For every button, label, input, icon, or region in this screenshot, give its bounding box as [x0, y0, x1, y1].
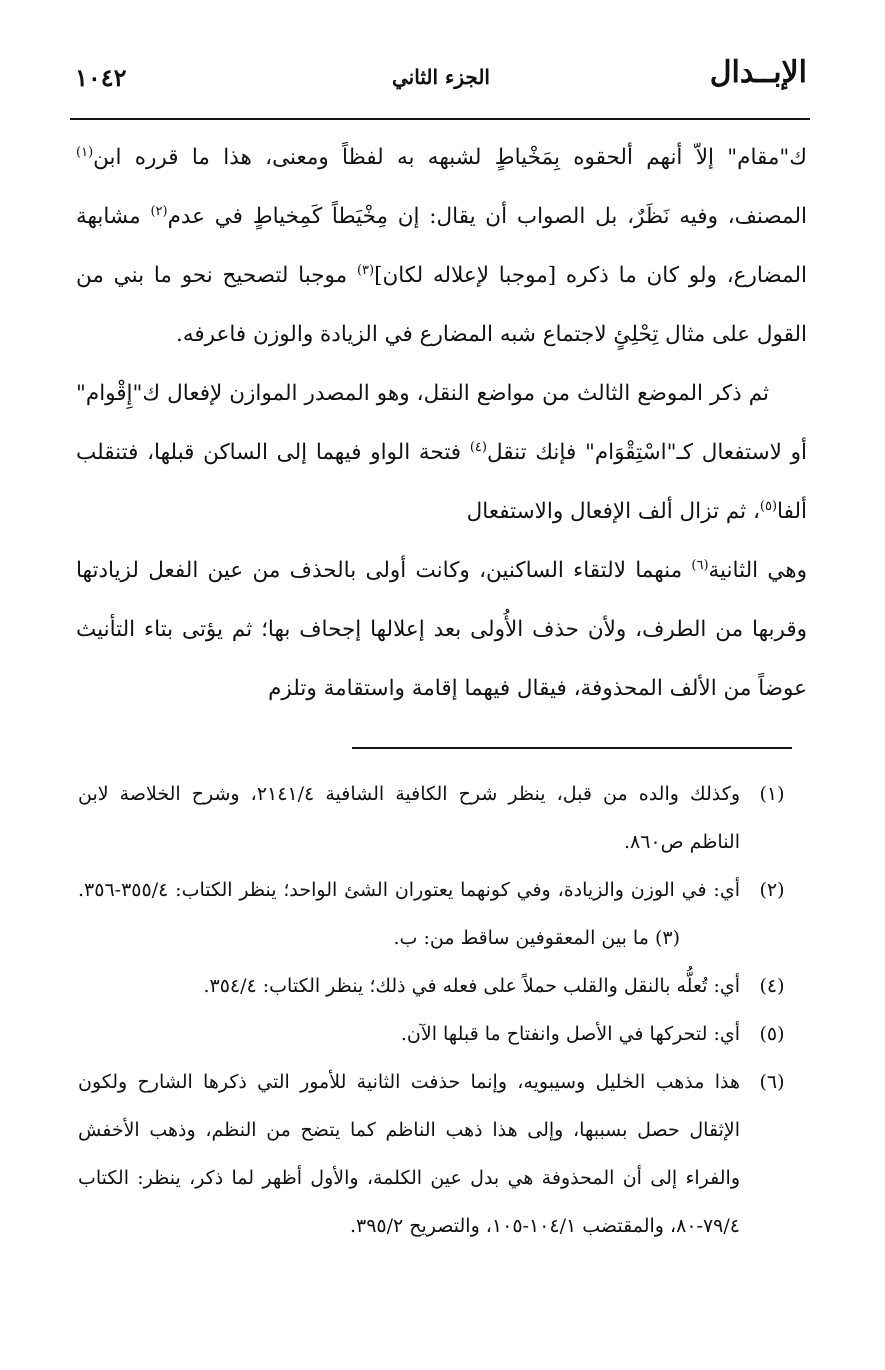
footnote-ref: (٦): [691, 557, 709, 573]
header-rule: [70, 118, 810, 120]
text-segment: ، ثم تزال ألف الإفعال والاستفعال: [466, 499, 760, 524]
footnote-text: أي: لتحركها في الأصل وانفتاح ما قبلها الآن.: [400, 1023, 740, 1045]
footnote-number: (١): [759, 783, 785, 805]
footnote-separator: [352, 747, 792, 749]
part-title: الجزء الثاني: [392, 65, 490, 89]
footnote-text: ما بين المعقوفين ساقط من: ب.: [393, 927, 649, 949]
footnote-number: (٥): [759, 1023, 785, 1045]
footnote-4: [78, 962, 792, 1010]
footnote-text: أي: في الوزن والزيادة، وفي كونهما يعتوران الشئ الواحد؛ ينظر الكتاب: ٣٥٥/٤-٣٥٦.: [78, 879, 740, 901]
footnote-2: [78, 866, 792, 962]
footnotes: [78, 770, 792, 1250]
footnote-ref: (٢): [150, 203, 168, 219]
main-text: [76, 128, 807, 718]
footnote-6: [78, 1058, 792, 1250]
text-segment: مشابهة المضارع، ولو كان ما ذكره [موجبا لإعلاله لكان]: [76, 204, 808, 288]
footnote-text: هذا مذهب الخليل وسيبويه، وإنما حذفت الثانية للأمور التي ذكرها الشارح ولكون الإثقال حصل بسببها، وإلى هذا ذهب الناظم كما يتضح من النظم، وذهب الأخفش والفراء إلى أن المحذوفة هي بدل عين الكلمة، والأول أظهر لما ذكر، ينظر: الكتاب ٧٩/٤-٨٠، والمقتضب ١٠٤/١-١٠٥، والتصريح ٣٩٥/٢.: [78, 1071, 740, 1237]
text-segment: منهما لالتقاء الساكنين، وكانت أولى بالحذف من عين الفعل لزيادتها وقربها من الطرف، ولأن حذف الأُولى بعد إعلالها إجحاف بها؛ ثم يؤتى بتاء التأنيث عوضاً من الألف المحذوفة، فيقال فيهما إقامة واستقامة وتلزم: [76, 558, 807, 701]
text-segment: ثم ذكر الموضع الثالث من مواضع النقل، وهو المصدر الموازن لإفعال ك"إِقْوام" أو لاستفعال كـ"اسْتِقْوَام" فإنك تنقل: [76, 381, 807, 465]
footnote-ref: (٤): [469, 439, 487, 455]
footnote-text: أي: تُعلُّه بالنقل والقلب حملاً على فعله في ذلك؛ ينظر الكتاب: ٣٥٤/٤.: [203, 975, 740, 997]
footnote-text: وكذلك والده من قبل، ينظر شرح الكافية الشافية ٢١٤١/٤، وشرح الخلاصة لابن الناظم ص٨٦٠.: [78, 783, 740, 853]
page-number: ١٠٤٢: [75, 63, 127, 92]
text-segment: ك"مقام" إلاّ أنهم ألحقوه بِمَخْياطٍ لشبهه به لفظاً ومعنى، هذا ما قرره ابن: [93, 145, 807, 170]
footnote-1: [78, 770, 792, 866]
footnote-ref: (٣): [356, 262, 375, 278]
footnote-number: (٢): [759, 879, 785, 901]
paragraph: [76, 541, 807, 718]
footnote-number: (٦): [759, 1071, 785, 1093]
footnote-ref: (٥): [759, 498, 778, 514]
footnote-5: [78, 1010, 792, 1058]
chapter-title: الإبــدال: [709, 55, 807, 90]
footnote-number: (٤): [759, 975, 785, 997]
text-segment: فتحة الواو فيهما إلى الساكن قبلها، فتنقلب ألفا: [76, 440, 807, 524]
footnote-ref: (١): [76, 144, 94, 160]
text-segment: موجبا لتصحيح نحو ما بني من القول على مثال تِحْلِئٍ لاجتماع شبه المضارع في الزيادة والوزن فاعرفه.: [76, 263, 807, 347]
running-header: [75, 55, 807, 105]
paragraph: [76, 364, 807, 541]
paragraph: [76, 128, 807, 364]
text-segment: المصنف، وفيه نَظَرٌ، بل الصواب أن يقال: إن مِخْيَطاً كَمِخياطٍ في عدم: [167, 204, 807, 229]
text-segment: وهي الثانية: [708, 558, 807, 583]
footnote-number: (٣): [654, 927, 680, 949]
